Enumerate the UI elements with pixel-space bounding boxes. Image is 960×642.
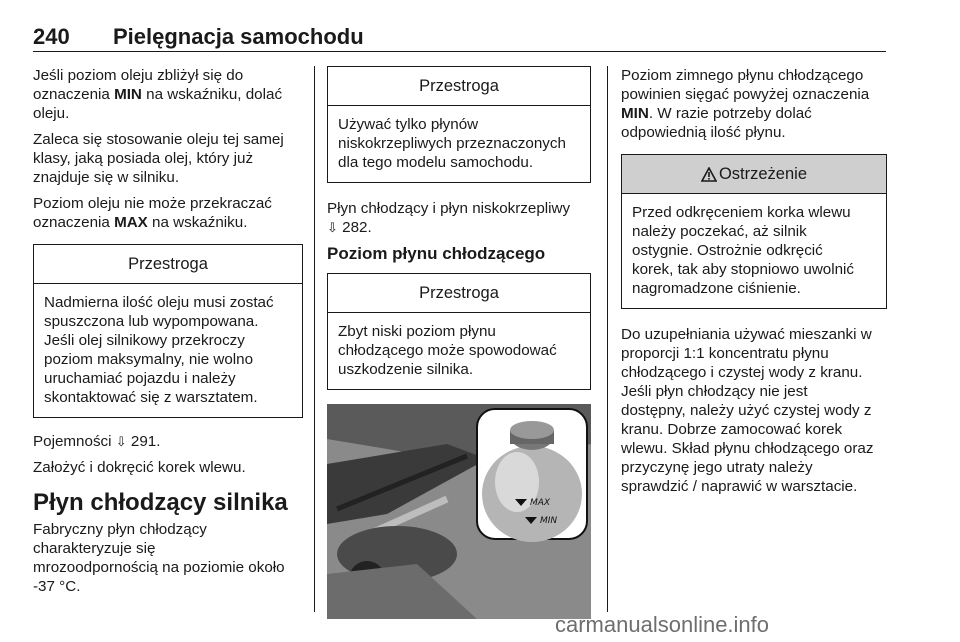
tighten-cap-paragraph: Założyć i dokręcić korek wlewu. bbox=[33, 459, 246, 476]
column-divider bbox=[314, 66, 315, 612]
caution-body: Używać tylko płynów niskokrzepliwych przeznaczonych dla tego modelu samochodu. bbox=[338, 116, 566, 171]
min-mark: MIN bbox=[114, 86, 142, 103]
caution-title: Przestroga bbox=[328, 67, 590, 106]
oil-class-paragraph: Zaleca się stosowanie oleju tej samej klasy, jaką posiada olej, który już znajduje się w silniku. bbox=[33, 131, 284, 186]
oil-max-paragraph: Poziom oleju nie może przekraczać oznaczenia MAX na wskaźniku. bbox=[33, 195, 272, 231]
header-rule bbox=[33, 51, 886, 52]
caution-title: Przestroga bbox=[34, 245, 302, 284]
page-ref-arrow-icon: ⇩ bbox=[115, 434, 127, 449]
column-1 bbox=[33, 66, 303, 603]
section-heading-coolant: Płyn chłodzący silnika bbox=[33, 489, 288, 516]
page-link[interactable]: 282. bbox=[342, 219, 372, 236]
page-ref-arrow-icon: ⇩ bbox=[327, 220, 338, 235]
coolant-intro-paragraph: Fabryczny płyn chłodzący charakteryzuje się mrozoodpornością na poziomie około -37 °C. bbox=[33, 521, 285, 595]
oil-min-paragraph: Jeśli poziom oleju zbliżył się do oznaczenia MIN na wskaźniku, dolać oleju. bbox=[33, 67, 283, 122]
section-heading-coolant-level: Poziom płynu chłodzącego bbox=[327, 244, 546, 263]
capacity-reference: Pojemności ⇩ 291. bbox=[33, 433, 161, 450]
warning-box bbox=[621, 154, 887, 309]
caution-body: Zbyt niski poziom płynu chłodzącego może spowodować uszkodzenie silnika. bbox=[338, 323, 557, 378]
max-label: MAX bbox=[530, 498, 551, 508]
column-divider bbox=[607, 66, 608, 612]
caution-box-low-coolant bbox=[327, 273, 591, 390]
max-mark: MAX bbox=[114, 214, 148, 231]
column-3 bbox=[621, 66, 887, 503]
warning-body: Przed odkręceniem korka wlewu należy poczekać, aż silnik ostygnie. Ostrożnie odkręcić korek, tak aby stopniowo uwolnić nagromadzone ciśnienie. bbox=[632, 204, 855, 297]
page-title: Pielęgnacja samochodu bbox=[113, 24, 364, 49]
caution-title: Przestroga bbox=[328, 274, 590, 313]
coolant-level-paragraph: Poziom zimnego płynu chłodzącego powinien sięgać powyżej oznaczenia MIN. W razie potrzeby dolać odpowiednią ilość płynu. bbox=[621, 67, 870, 141]
watermark: carmanualsonline.info bbox=[555, 612, 770, 637]
coolant-reservoir-photo bbox=[327, 404, 591, 619]
caution-body: Nadmierna ilość oleju musi zostać spuszczona lub wypompowana. Jeśli olej silnikowy przekroczy poziom maksymalny, nie wolno uruchamiać pojazdu i należy skontaktować się z warsztatem. bbox=[44, 294, 274, 406]
page-number: 240 bbox=[33, 24, 70, 49]
page-link[interactable]: 291. bbox=[130, 433, 161, 450]
antifreeze-reference: Płyn chłodzący i płyn niskokrzepliwy ⇩ 282. bbox=[327, 200, 571, 236]
min-label: MIN bbox=[540, 516, 558, 526]
min-mark: MIN bbox=[621, 105, 649, 122]
warning-title: Ostrzeżenie bbox=[718, 164, 808, 183]
caution-box-coolant-type bbox=[327, 66, 591, 183]
warning-triangle-icon bbox=[701, 167, 717, 182]
top-up-paragraph: Do uzupełniania używać mieszanki w proporcji 1:1 koncentratu płynu chłodzącego i czystej wody z kranu. Jeśli płyn chłodzący nie jest dostępny, należy użyć czystej wody z kranu. Dobrze zamocować korek wlewu. Skład płynu chłodzącego oraz przyczynę jego utraty należy sprawdzić / naprawić w warsztacie. bbox=[621, 326, 874, 495]
warning-title-bar bbox=[622, 155, 886, 194]
column-2 bbox=[327, 66, 591, 619]
caution-box-oil bbox=[33, 244, 303, 418]
